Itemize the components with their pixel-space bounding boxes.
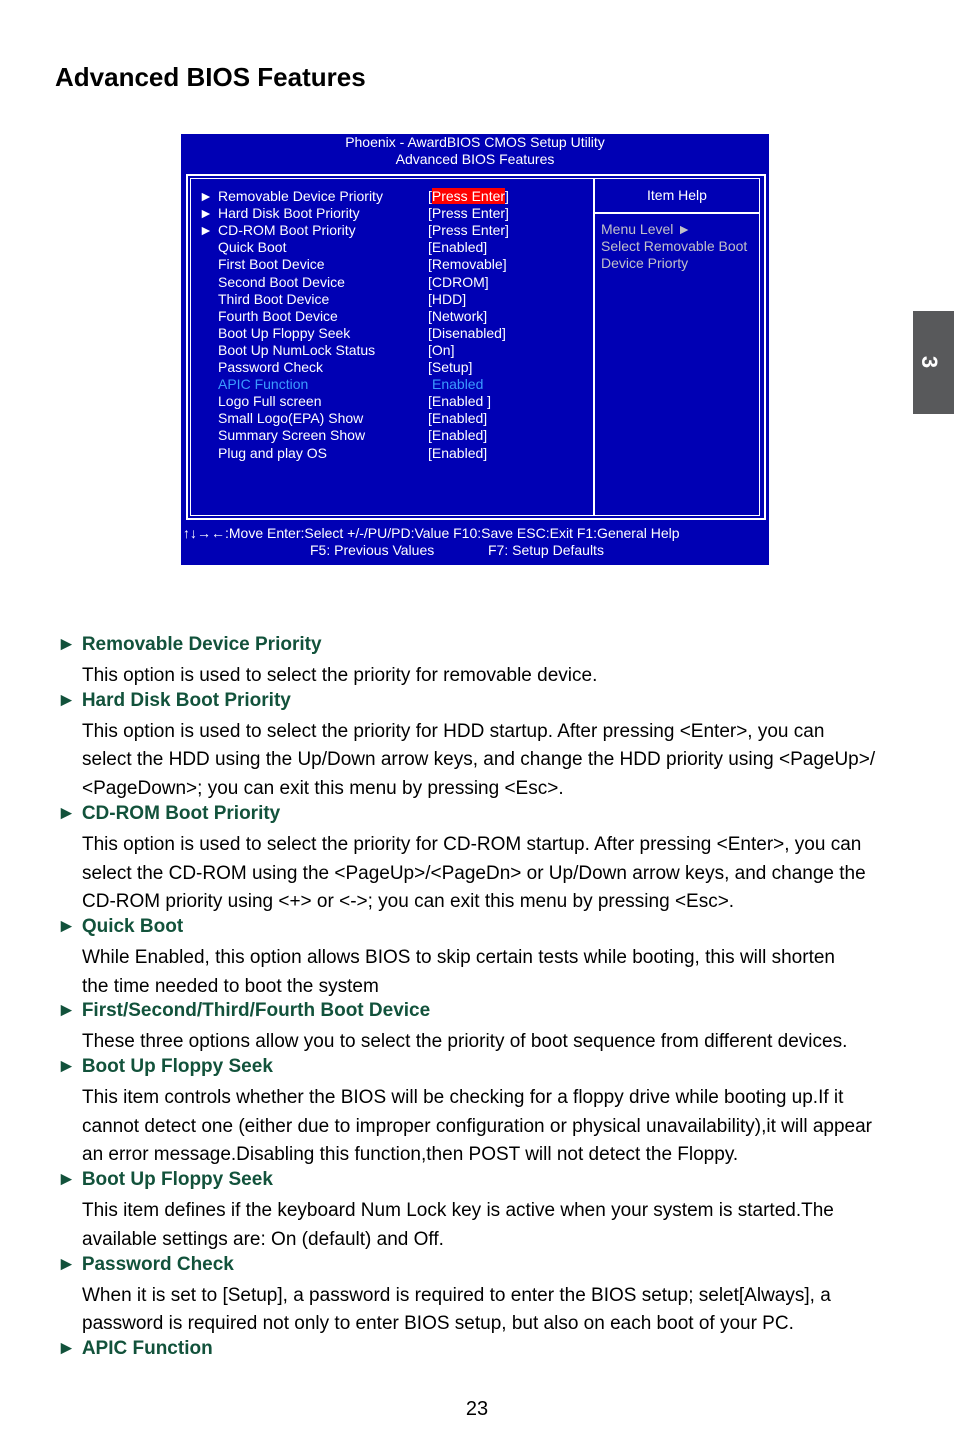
help-menu-level: Menu Level ► [601, 221, 692, 237]
page-number: 23 [465, 1398, 489, 1420]
help-line-1: Select Removable Boot [601, 238, 748, 254]
bios-item-label: Third Boot Device [218, 290, 330, 307]
bios-menu-item[interactable] [199, 205, 589, 222]
bios-item-label: Boot Up NumLock Status [218, 341, 376, 358]
item-help-title: Item Help [647, 187, 707, 203]
bios-footer-keys: ↑↓→←:Move Enter:Select +/-/PU/PD:Value F10:Save ESC:Exit F1:General Help [183, 525, 680, 541]
section-paragraph-line: select the CD-ROM using the <PageUp>/<PageDn> or Up/Down arrow keys, and change the [82, 862, 866, 884]
bios-item-label: Second Boot Device [218, 273, 345, 290]
section-paragraph-line: select the HDD using the Up/Down arrow keys, and change the HDD priority using <PageUp>/ [82, 749, 876, 771]
bios-item-label: Quick Boot [218, 239, 287, 256]
bios-item-label: Boot Up Floppy Seek [218, 324, 351, 341]
section-heading [57, 1169, 273, 1191]
section-paragraph-line: cannot detect one (either due to improper configuration or physical unavailability),it will appear [82, 1115, 872, 1137]
section-paragraph-line: While Enabled, this option allows BIOS to skip certain tests while booting, this will shorten [82, 946, 835, 968]
bios-menu-item[interactable] [199, 325, 589, 342]
bios-item-label: Plug and play OS [218, 444, 327, 461]
bios-menu-item[interactable] [199, 342, 589, 359]
chapter-tab [913, 311, 954, 414]
bios-menu-item[interactable] [199, 274, 589, 291]
section-paragraph-line: This option is used to select the priority for CD-ROM startup. After pressing <Enter>, you can [82, 833, 862, 855]
selected-value-highlight[interactable]: Press Enter [431, 188, 506, 204]
section-paragraph-line: This item defines if the keyboard Num Lock key is active when your system is started.The [82, 1200, 834, 1222]
bios-menu-item[interactable] [199, 256, 589, 273]
bios-item-value[interactable] [428, 188, 509, 205]
bios-item-value[interactable]: [Press Enter] [428, 205, 509, 222]
bios-item-value[interactable]: [On] [428, 341, 455, 358]
bios-menu-item[interactable] [199, 359, 589, 376]
bios-header-subtitle: Advanced BIOS Features [395, 151, 555, 167]
bullet-triangle-icon: ► [57, 1169, 76, 1191]
section-heading [57, 690, 291, 712]
bios-item-label: Summary Screen Show [218, 427, 366, 444]
bios-item-label: Removable Device Priority [218, 188, 383, 204]
section-heading [57, 1338, 213, 1360]
bios-menu-item[interactable] [199, 291, 589, 308]
bios-item-label: First Boot Device [218, 256, 325, 273]
section-heading [57, 634, 322, 656]
section-heading-text: Hard Disk Boot Priority [81, 689, 291, 711]
bios-menu-item[interactable] [199, 393, 589, 410]
bios-menu-item[interactable] [199, 427, 589, 444]
bios-inner-frame [190, 178, 760, 516]
bios-item-label: Password Check [218, 359, 324, 375]
section-heading [57, 1000, 430, 1022]
bios-screen [181, 134, 769, 565]
bios-item-value[interactable]: [Enabled ] [428, 393, 492, 410]
bios-item-value[interactable]: [CDROM] [428, 273, 489, 290]
bios-divider-horizontal [595, 212, 759, 214]
bullet-triangle-icon: ► [57, 634, 76, 655]
section-paragraph-line: an error message.Disabling this function,then POST will not detect the Floppy. [82, 1144, 739, 1166]
bios-menu-item[interactable] [199, 410, 589, 427]
bios-menu-item[interactable] [199, 188, 589, 205]
section-heading [57, 803, 280, 825]
section-heading-text: Password Check [81, 1253, 234, 1275]
bios-item-value[interactable]: [Enabled] [428, 427, 488, 444]
footer-f5: F5: Previous Values [310, 542, 435, 558]
bios-menu-item[interactable] [199, 445, 589, 462]
section-paragraph-line: This item controls whether the BIOS will be checking for a floppy drive while booting up.If it [82, 1087, 844, 1108]
bios-item-value[interactable]: [Enabled] [428, 410, 488, 427]
help-line-2: Device Priorty [601, 255, 689, 271]
section-heading [57, 916, 183, 938]
bios-frame [186, 174, 766, 520]
section-paragraph-line: available settings are: On (default) and Off. [82, 1228, 444, 1250]
section-heading-text: Boot Up Floppy Seek [81, 1056, 273, 1077]
bullet-triangle-icon: ► [57, 1253, 76, 1275]
bullet-triangle-icon: ► [57, 689, 76, 711]
bios-item-value[interactable]: [Network] [428, 307, 488, 324]
submenu-arrow-icon: ► [199, 222, 213, 239]
section-heading-text: Boot Up Floppy Seek [81, 1169, 273, 1191]
bullet-triangle-icon: ► [57, 1056, 76, 1077]
bios-item-value[interactable]: [Enabled] [428, 444, 488, 461]
bracket-close: ] [505, 188, 509, 204]
bios-item-value[interactable]: [HDD] [428, 290, 467, 307]
bios-item-label: Small Logo(EPA) Show [218, 410, 364, 427]
section-heading [57, 1254, 234, 1276]
page-title: Advanced BIOS Features [55, 62, 366, 92]
section-heading-text: Quick Boot [81, 915, 184, 937]
bios-menu-item[interactable] [199, 239, 589, 256]
bios-item-value[interactable]: [Disenabled] [428, 324, 506, 341]
bios-menu-item[interactable] [199, 308, 589, 325]
bios-item-value[interactable]: Enabled [432, 376, 484, 393]
section-paragraph-line: password is required not only to enter BIOS setup, but also on each boot of your PC. [82, 1313, 794, 1335]
bios-menu-item[interactable] [199, 376, 589, 393]
section-paragraph-line: This option is used to select the priority for HDD startup. After pressing <Enter>, you can [82, 720, 825, 742]
bios-item-value[interactable]: [Enabled] [428, 239, 488, 256]
bios-header-title: Phoenix - AwardBIOS CMOS Setup Utility [345, 134, 605, 150]
bullet-triangle-icon: ► [57, 915, 76, 937]
section-heading-text: APIC Function [81, 1337, 213, 1359]
bios-item-label: APIC Function [218, 376, 309, 393]
footer-f7: F7: Setup Defaults [488, 542, 604, 558]
section-paragraph-line: the time needed to boot the system [82, 975, 379, 997]
submenu-arrow-icon: ► [199, 205, 213, 222]
bios-item-label: Fourth Boot Device [218, 307, 338, 324]
section-paragraph-line: This option is used to select the priority for removable device. [82, 665, 598, 686]
submenu-arrow-icon: ► [199, 188, 213, 204]
bullet-triangle-icon: ► [57, 1337, 76, 1359]
chapter-number: 3 [917, 355, 943, 369]
bullet-triangle-icon: ► [57, 802, 76, 824]
section-heading [57, 1056, 273, 1078]
bios-item-value[interactable]: [Removable] [428, 256, 507, 273]
bios-item-label: CD-ROM Boot Priority [218, 222, 356, 239]
section-paragraph-line: When it is set to [Setup], a password is required to enter the BIOS setup; selet[Always], a [82, 1284, 831, 1306]
section-heading-text: CD-ROM Boot Priority [81, 802, 281, 824]
bracket-open: [ [428, 188, 432, 204]
bios-divider-vertical [593, 179, 595, 515]
section-paragraph-line: These three options allow you to select the priority of boot sequence from different devices. [82, 1031, 848, 1053]
bios-item-label: Hard Disk Boot Priority [218, 205, 360, 222]
section-paragraph-line: CD-ROM priority using <+> or <->; you can exit this menu by pressing <Esc>. [82, 891, 735, 913]
bios-item-label: Logo Full screen [218, 393, 322, 410]
section-heading-text: First/Second/Third/Fourth Boot Device [81, 1000, 431, 1022]
bios-item-value[interactable]: [Setup] [428, 359, 473, 375]
bullet-triangle-icon: ► [57, 1000, 76, 1022]
section-paragraph-line: <PageDown>; you can exit this menu by pressing <Esc>. [82, 778, 564, 800]
bios-item-value[interactable]: [Press Enter] [428, 222, 509, 239]
section-heading-text: Removable Device Priority [81, 634, 322, 655]
bios-menu-item[interactable] [199, 222, 589, 239]
